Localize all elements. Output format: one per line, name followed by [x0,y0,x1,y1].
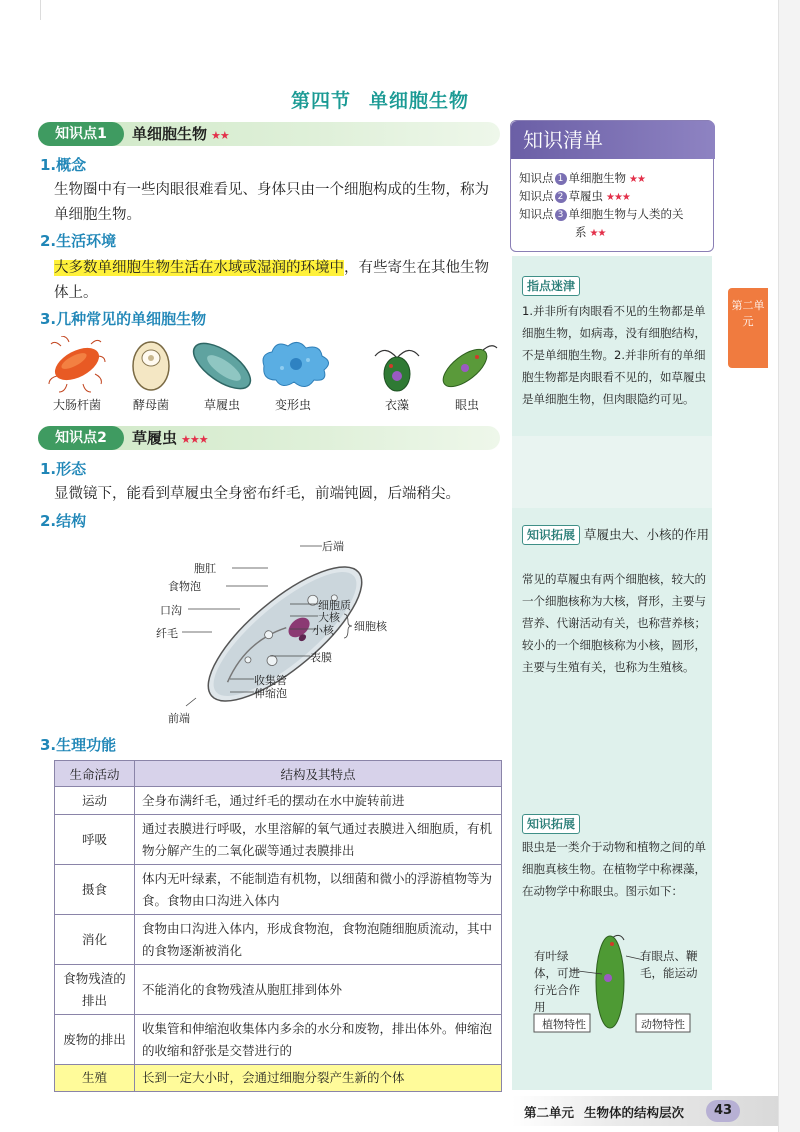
activity-cell: 食物残渣的排出 [55,965,135,1015]
ext1-tag: 知识拓展 [522,525,580,545]
ext1-header [522,524,710,546]
description-cell: 收集管和伸缩泡收集体内多余的水分和废物，排出体外。伸缩泡的收缩和舒张是交替进行的 [135,1015,502,1065]
label-oral-groove: 口沟 [160,604,182,617]
chapter-tab: 第二单元 [728,288,768,368]
knowledge-list-title: 知识清单 [511,121,715,159]
ext2-text: 眼虫是一类介于动物和植物之间的单细胞真核生物。在植物学中称裸藻，在动物学中称眼虫。图示如下： [522,840,706,898]
label-cilia: 纤毛 [156,627,178,640]
page-top-edge [40,0,780,20]
label-collecting-canal: 收集管 [254,674,287,687]
kl3-number: 3 [555,209,567,221]
kp1-stars: ★★ [211,129,229,142]
kl2-prefix: 知识点 [519,189,554,203]
habitat-text [54,256,500,306]
description-cell: 体内无叶绿素，不能制造有机物，以细菌和微小的浮游植物等为食。食物由口沟进入体内 [135,865,502,915]
kp2-name [132,426,208,452]
organism-paramecium [187,336,257,413]
section-name: 单细胞生物 [369,90,470,112]
morphology-heading: 1.形态 [40,460,87,478]
label-food-vacuole: 食物泡 [168,580,201,593]
description-cell: 通过表膜进行呼吸，水里溶解的氧气通过表膜进入细胞质，有机物分解产生的二氧化碳等通过表膜排出 [135,815,502,865]
physiology-heading: 3.生理功能 [40,736,117,754]
organism-yeast [116,336,186,413]
euglena-small-illustration [435,336,499,394]
table-row [55,915,502,965]
kl2-number: 2 [555,191,567,203]
knowledge-list-item-1 [519,169,645,189]
ext2-tag: 知识拓展 [522,814,580,834]
kp1-tag: 知识点1 [38,122,124,146]
organism-chlamydomonas [362,336,432,413]
tip-text: 1.并非所有肉眼看不见的生物都是单细胞生物，如病毒，没有细胞结构，不是单细胞生物。2.并非所有的单细胞生物都是肉眼看不见的，如草履虫是单细胞生物，但肉眼隐约可见。 [522,304,706,406]
kl2-name: 草履虫 [568,189,603,203]
knowledge-list-box [510,120,714,252]
ext2-right-text: 有眼点、鞭毛，能运动 [640,949,698,980]
kl2-stars: ★★★ [606,192,630,203]
activity-cell: 运动 [55,787,135,815]
concept-text: 生物圈中有一些肉眼很难看见、身体只由一个细胞构成的生物，称为单细胞生物。 [54,182,489,223]
ext2-header [522,814,580,834]
label-micronucleus: 小核 [312,624,334,637]
description-cell: 食物由口沟进入体内，形成食物泡，食物泡随细胞质流动，其中的食物逐渐被消化 [135,915,502,965]
habitat-highlight: 大多数单细胞生物生活在水域或湿润的环境中 [54,260,344,276]
paramecium-small-illustration [187,336,257,394]
yeast-illustration [121,336,181,394]
activity-cell: 生殖 [55,1065,135,1092]
knowledge-point-2-bar [38,426,500,450]
kp2-tag: 知识点2 [38,426,124,450]
kl3-cont: 系 [575,225,587,239]
ext2-plant-label: 植物特性 [542,1018,586,1031]
tip-tag: 指点迷津 [522,276,580,296]
kl1-name: 单细胞生物 [568,171,626,185]
ext1-title: 草履虫大、小核的作用 [584,527,710,542]
note-spacer [512,436,712,508]
kl3-stars: ★★ [589,228,606,239]
paramecium-diagram [150,534,400,730]
table-row [55,1065,502,1092]
concept-heading: 1.概念 [40,156,87,174]
kl1-stars: ★★ [629,174,645,185]
organism-label-paramecium: 草履虫 [203,398,240,412]
label-anterior: 前端 [168,712,190,725]
label-contractile-vacuole: 伸缩泡 [254,687,287,700]
kp1-title: 单细胞生物 [132,125,208,143]
description-cell: 不能消化的食物残渣从胞肛排到体外 [135,965,502,1015]
table-row [55,865,502,915]
label-anal-pore: 胞肛 [194,562,216,575]
description-cell: 长到一定大小时，会通过细胞分裂产生新的个体 [135,1065,502,1092]
organism-ecoli [42,336,112,413]
knowledge-list-item-3 [519,205,684,223]
table-row [55,787,502,815]
kp2-title: 草履虫 [132,429,178,447]
section-number: 第四节 [290,90,351,112]
kp2-stars: ★★★ [181,433,208,446]
organism-label-amoeba: 变形虫 [274,398,311,412]
label-macronucleus: 大核 [318,611,340,624]
common-organisms-heading: 3.几种常见的单细胞生物 [40,310,207,328]
footer-chapter: 生物体的结构层次 [584,1105,685,1120]
kl1-prefix: 知识点 [519,171,554,185]
extension-note-1 [512,508,712,792]
page-right-edge [778,0,800,1132]
chlamydomonas-illustration [369,336,425,394]
section-title [0,86,760,113]
morphology-text: 显微镜下，能看到草履虫全身密布纤毛，前端钝圆，后端稍尖。 [54,486,460,502]
table-header-row [55,761,502,787]
activity-cell: 消化 [55,915,135,965]
column-header-activity: 生命活动 [55,761,135,787]
knowledge-list-item-2 [519,187,630,207]
tip-note [512,256,712,436]
kl3-name: 单细胞生物与人类的关 [568,207,684,221]
footer-unit: 第二单元 [524,1105,575,1120]
ecoli-illustration [47,336,107,394]
ext1-text: 常见的草履虫有两个细胞核，较大的一个细胞核称为大核，肾形，主要与营养、代谢活动有关，也称营养核；较小的一个细胞核称为小核，圆形，主要与生殖有关，也称为生殖核。 [522,572,706,674]
amoeba-illustration [258,336,334,394]
ext2-left-text: 有叶绿体，可进行光合作用 [534,949,580,1014]
label-nucleus-group: 细胞核 [354,620,387,633]
label-posterior: 后端 [322,540,344,553]
label-pellicle: 表膜 [310,651,332,664]
organism-label-euglena: 眼虫 [454,398,479,412]
habitat-rest: ，有些寄生在其他生物体上。 [54,260,489,301]
kp1-name [132,122,229,148]
page-footer [512,1096,778,1126]
label-cytoplasm: 细胞质 [318,599,351,612]
activity-cell: 摄食 [55,865,135,915]
organism-amoeba [258,336,328,413]
habitat-heading: 2.生活环境 [40,232,117,250]
organism-label-yeast: 酵母菌 [132,398,169,412]
table-row [55,1015,502,1065]
description-cell: 全身布满纤毛，通过纤毛的摆动在水中旋转前进 [135,787,502,815]
extension-note-2 [512,792,712,1090]
organism-label-chlamydomonas: 衣藻 [384,398,409,412]
knowledge-point-1-bar [38,122,500,146]
footer-text [524,1103,684,1121]
physiology-table [54,760,502,1092]
page-number: 43 [706,1100,740,1122]
knowledge-list-item-3-cont [575,223,605,243]
kl3-prefix: 知识点 [519,207,554,221]
organism-illustrations [40,336,500,416]
tip-header [522,276,580,296]
column-header-description: 结构及其特点 [135,761,502,787]
structure-heading: 2.结构 [40,512,87,530]
activity-cell: 废物的排出 [55,1015,135,1065]
table-row [55,965,502,1015]
activity-cell: 呼吸 [55,815,135,865]
organism-label-ecoli: 大肠杆菌 [52,398,101,412]
organism-euglena [432,336,502,413]
kl1-number: 1 [555,173,567,185]
ext2-animal-label: 动物特性 [641,1018,685,1031]
table-row [55,815,502,865]
